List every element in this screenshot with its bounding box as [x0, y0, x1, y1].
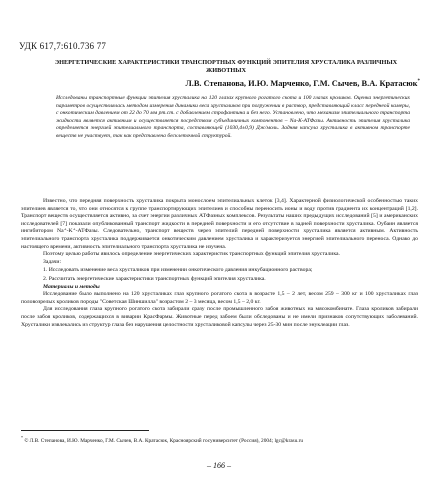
abstract: Исследованы транспортные функции эпителия хрусталика на 120 глазах крупного рогатого скота и 100 глазах кроликов. Оценка энергетических параметров осуществлялась методом измерения динамики веса хрусталиков при погружении в раствор, представляющий класс переднеой камеры, с онкотическим давлением от 22 до 70 мм рт.ст. с добавлением строфантина и без него. Установлено, что механизм эпителиального транспорта жидкости является активным и осуществляется посредством субъединичных компонентов – Na-K-АТФазы. Активность эпителия хрусталика определяется энергией эпителиального транспорта, составляющей (1030,4±0,9) Дж/моль. Задняя капсула хрусталика в активном транспорте веществ не участвует, так как представлена бесклеточной структурой. [56, 95, 410, 139]
task-item: 1. Исследовать изменение веса хрусталиков при изменении онкотического давления инкубационного раствора; [43, 267, 313, 274]
intro-paragraph: Известно, что передняя поверхность хрусталика покрыта монослоем эпителиальных клеток [3,4]. Характерной физиологической особенностью таких эпителиев является то, что они относятся к группе транспортирующих эпителиев и способны переносить ионы и воду против градиента их концентраций [1,2]. Транспорт веществ осуществляется активно, за счет энергии различных АТФазных комплексов. Результаты наших предыдущих исследований [5] и американских исследователей [7] показали опубликованный транспорт жидкости в передней поверхности и его отсутствие в задней поверхности хрусталика. Оубаин является ингибитором Na⁺-K⁺-АТФазы. Следовательно, транспорт веществ через эпителий передней поверхности хрусталика является активным. Активность эпителиального транспорта хрусталика поддерживается онкотическим давлением хрусталика и характеризуется энергией эпителиального переноса. Однако до настоящего времени, активность эпителиального транспорта хрусталика не изучена. [21, 198, 418, 250]
authors-line [120, 79, 420, 88]
page-number: – 166 – [207, 461, 231, 470]
methods-paragraph: Исследование было выполнено на 120 хрусталиках глаз крупного рогатого скота в возрасте 1,5 – 2 лет, весом 259 – 300 кг и 100 хрусталиках глаз половозрелых кроликов породы "Советская Шиншилла" возрастом 2 – 3 месяца, весом 1,5 – 2,0 кг. [21, 291, 418, 305]
author-footnote-mark: * [417, 79, 420, 85]
udc-code: УДК 617,7:610.736 77 [19, 41, 107, 51]
footnote-divider [21, 430, 149, 431]
methods-paragraph: Для исследования глаза крупного рогатого скота забирали сразу после промышленного забоя животных на мясокомбинате. Глаза кроликов забирали после забоя кроликов, содержащихся в виварии КрасФармы. Животные перед забоем были обследованы и не имели признаков сопутствующих заболеваний. Хрусталики извлекались из структур глаза без нарушения целостности хрусталиковой капсулы через 25-30 мин после энуклеации глаз. [21, 306, 418, 328]
footnote-mark: * [21, 435, 23, 440]
footnote-text: © Л.В. Степанова, И.Ю. Марченко, Г.М. Сычев, В.А. Кратасюк, Красноярский госуниверситет (Россия), 2004; lgc@krasu.ru [24, 437, 304, 444]
body-text [21, 198, 418, 329]
section-heading: Материалы и методы [43, 283, 100, 290]
authors-names: Л.В. Степанова, И.Ю. Марченко, Г.М. Сычев, В.А. Кратасюк [185, 79, 418, 88]
paper-title: ЭНЕРГЕТИЧЕСКИЕ ХАРАКТЕРИСТИКИ ТРАНСПОРТНЫХ ФУНКЦИЙ ЭПИТЕЛИЯ ХРУСТАЛИКА РАЗЛИЧНЫХ ЖИВОТНЫХ [54, 59, 398, 74]
task-item: 2. Рассчитать энергетические характеристики транспортных функций эпителия хрусталика. [43, 275, 266, 282]
footnote [21, 434, 418, 445]
aim-paragraph: Поэтому целью работы явилось определение энергетических характеристик транспортных функций эпителия хрусталика. [43, 251, 340, 258]
tasks-label: Задачи: [43, 258, 62, 265]
